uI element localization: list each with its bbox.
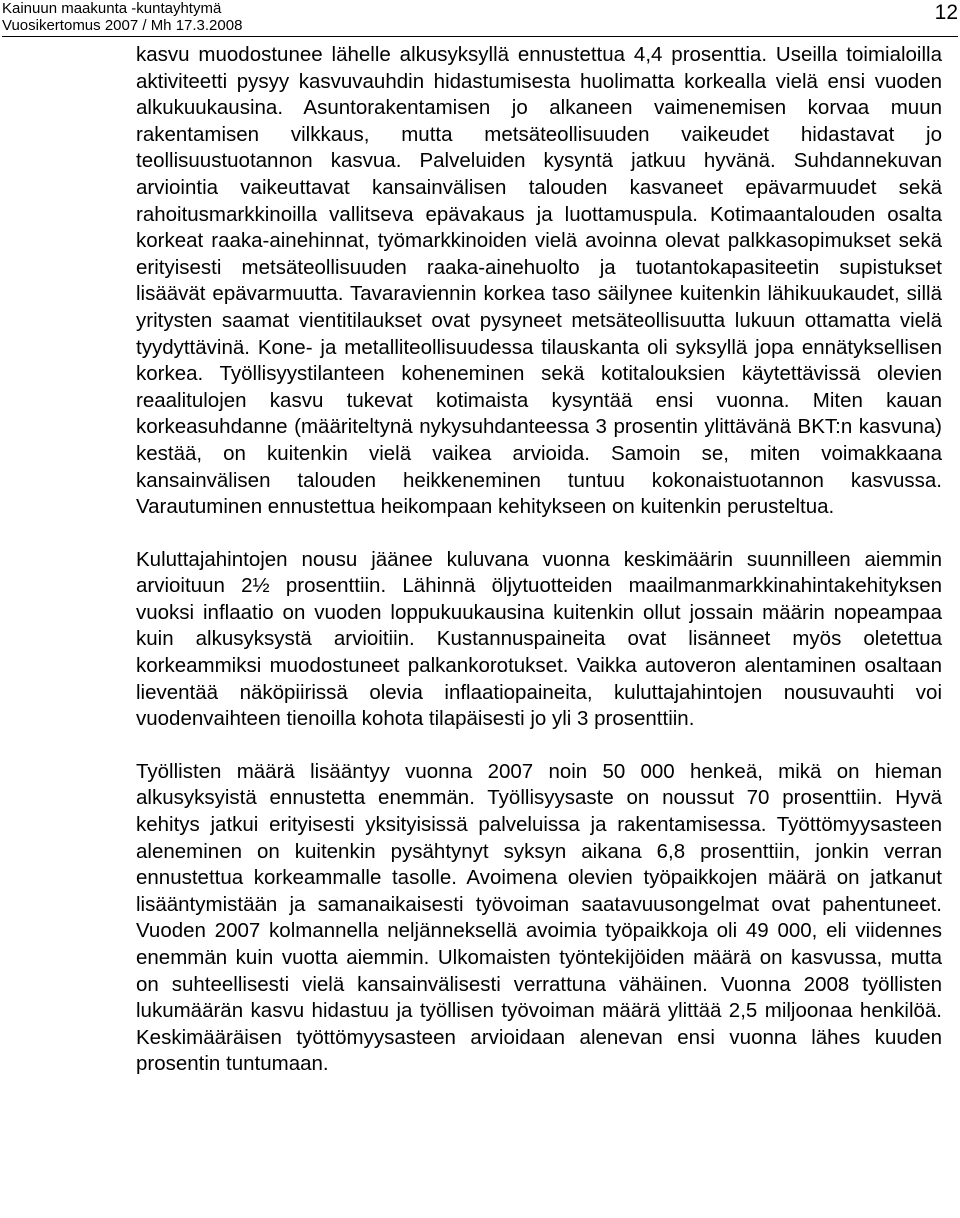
- page-number: 12: [934, 1, 958, 24]
- paragraph-economic-outlook: kasvu muodostunee lähelle alkusyksyllä ennustettua 4,4 prosenttia. Useilla toimialoilla aktiviteetti pysyy kasvuvauhdin hidastumisesta huolimatta korkealla vielä ensi vuoden alkukuukausina. Asuntorakentamisen jo alkaneen vaimenemisen korvaa muun rakentamisen vilkkaus, mutta metsäteollisuuden vaikeudet hidastavat jo teollisuustuotannon kasvua. Palveluiden kysyntä jatkuu hyvänä. Suhdannekuvan arviointia vaikeuttavat kansainvälisen talouden kasvaneet epävarmuudet sekä rahoitusmarkkinoilla vallitseva epävakaus ja luottamuspula. Kotimaantalouden osalta korkeat raaka-ainehinnat, työmarkkinoiden vielä avoinna olevat palkkasopimukset sekä erityisesti metsäteollisuuden raaka-ainehuolto ja tuotantokapasiteetin supistukset lisäävät epävarmuutta. Tavaraviennin korkea taso säilynee kuitenkin lähikuukaudet, sillä yritysten saamat vientitilaukset ovat pysyneet metsäteollisuutta lukuun ottamatta vielä tyydyttävinä. Kone- ja metalliteollisuudessa tilauskanta oli syksyllä jopa ennätyksellisen korkea. Työllisyystilanteen koheneminen sekä kotitalouksien käytettävissä olevien reaalitulojen kasvu tukevat kotimaista kysyntää ensi vuonna. Miten kauan korkeasuhdanne (määriteltynä nykysuhdanteessa 3 prosentin ylittävänä BKT:n kasvuna) kestää, on kuitenkin vielä vaikea arvioida. Samoin se, miten voimakkaana kansainvälisen talouden heikkeneminen tuntuu kokonaistuotannon kasvussa. Varautuminen ennustettua heikompaan kehitykseen on kuitenkin perusteltua.: [136, 43, 942, 519]
- document-body: [136, 42, 942, 1078]
- page-header: [2, 0, 958, 42]
- header-divider: [2, 36, 958, 37]
- header-organization: Kainuun maakunta -kuntayhtymä: [2, 0, 222, 17]
- paragraph-consumer-prices: Kuluttajahintojen nousu jäänee kuluvana vuonna keskimäärin suunnilleen aiemmin arvioituun 2½ prosenttiin. Lähinnä öljytuotteiden maailmanmarkkinahintakehityksen vuoksi inflaatio on vuoden loppukuukausina kuitenkin ollut jossain määrin nopeampaa kuin alkusyksystä arvioitiin. Kustannuspaineita ovat lisänneet myös oletettua korkeammiksi muodostuneet palkankorotukset. Vaikka autoveron alentaminen osaltaan lieventää näköpiirissä olevia inflaatiopaineita, kuluttajahintojen nousuvauhti voi vuodenvaihteen tienoilla kohota tilapäisesti jo yli 3 prosenttiin.: [136, 547, 942, 731]
- paragraph-employment: Työllisten määrä lisääntyy vuonna 2007 noin 50 000 henkeä, mikä on hieman alkusyksyistä ennustetta enemmän. Työllisyysaste on noussut 70 prosenttiin. Hyvä kehitys jatkui erityisesti yksityisissä palveluissa ja rakentamisessa. Työttömyysasteen aleneminen on kuitenkin pysähtynyt syksyn aikana 6,8 prosenttiin, jonkin verran ennustettua korkeammalle tasolle. Avoimena olevien työpaikkojen määrä on jatkanut lisääntymistään ja samanaikaisesti työvoiman saatavuusongelmat ovat pahentuneet. Vuoden 2007 kolmannella neljänneksellä avoimia työpaikkoja oli 49 000, eli viidennes enemmän kuin vuotta aiemmin. Ulkomaisten työntekijöiden määrä on kasvussa, mutta on suhteellisesti vielä kansainvälisesti verrattuna vähäinen. Vuonna 2008 työllisten lukumäärän kasvu hidastuu ja työllisen työvoiman määrä ylittää 2,5 miljoonaa henkilöä. Keskimääräisen työttömyysasteen arvioidaan alenevan ensi vuonna lähes kuuden prosentin tuntumaan.: [136, 759, 942, 1076]
- header-report-title: Vuosikertomus 2007 / Mh 17.3.2008: [2, 17, 243, 34]
